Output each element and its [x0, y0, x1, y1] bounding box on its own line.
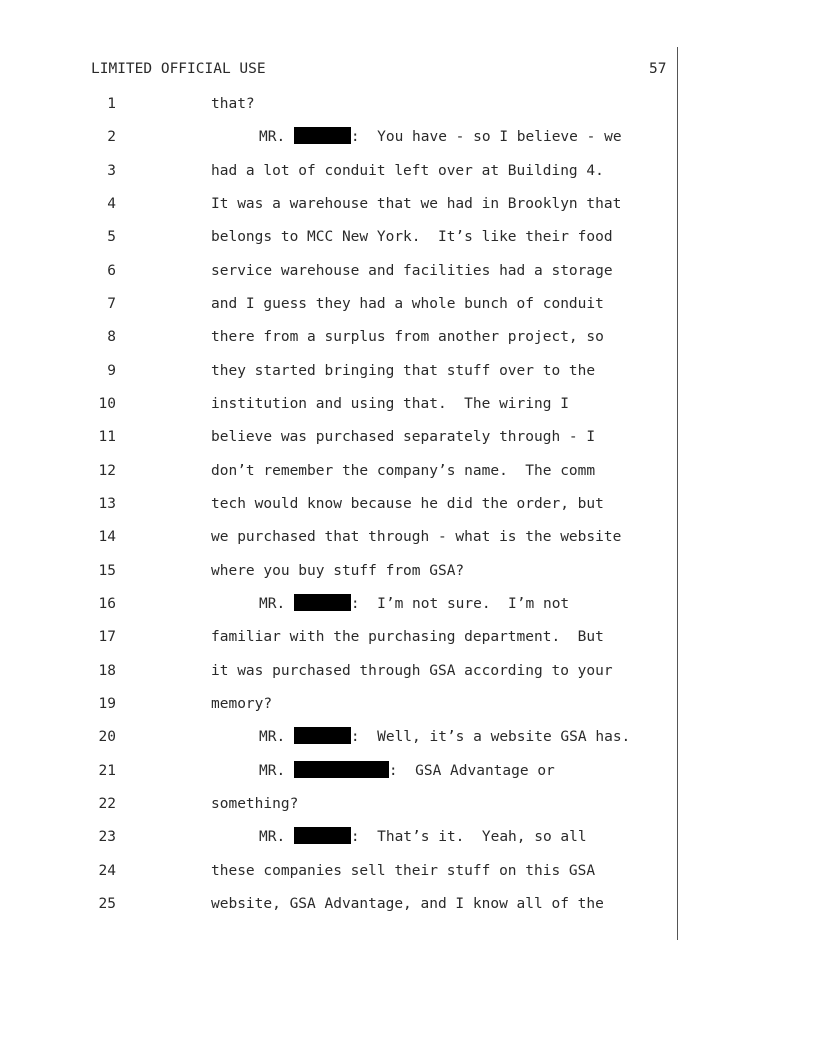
- transcript-line: [0, 525, 816, 549]
- speaker-title: MR.: [259, 763, 294, 779]
- transcript-line: [0, 225, 816, 249]
- speaker-line-text: [259, 725, 630, 749]
- line-number: 20: [98, 729, 116, 745]
- line-text: memory?: [211, 696, 273, 712]
- line-number: 12: [98, 463, 116, 479]
- line-number: 13: [98, 496, 116, 512]
- transcript-line: [0, 325, 816, 349]
- line-number: 8: [107, 329, 116, 345]
- transcript-line: [0, 692, 816, 716]
- transcript-line: [0, 725, 816, 749]
- line-text: where you buy stuff from GSA?: [211, 563, 465, 579]
- line-number: 22: [98, 796, 116, 812]
- transcript-line: [0, 92, 816, 116]
- transcript-line: [0, 192, 816, 216]
- line-number: 6: [107, 263, 116, 279]
- transcript-line: [0, 825, 816, 849]
- line-number: 4: [107, 196, 116, 212]
- speaker-line-text: [259, 125, 622, 149]
- line-text: these companies sell their stuff on this GSA: [211, 863, 596, 879]
- line-number: 19: [98, 696, 116, 712]
- transcript-line: [0, 592, 816, 616]
- redaction-box: [294, 727, 351, 744]
- line-number: 25: [98, 896, 116, 912]
- transcript-line: [0, 559, 816, 583]
- line-text: had a lot of conduit left over at Building 4.: [211, 163, 604, 179]
- line-text: we purchased that through - what is the website: [211, 529, 622, 545]
- speaker-line-text: [259, 825, 587, 849]
- page-number: 57: [649, 61, 667, 77]
- line-text: something?: [211, 796, 299, 812]
- speech-text: : GSA Advantage or: [388, 763, 555, 779]
- line-text: It was a warehouse that we had in Brooklyn that: [211, 196, 622, 212]
- speaker-line-text: [259, 592, 569, 616]
- line-number: 21: [98, 763, 116, 779]
- speaker-title: MR.: [259, 729, 294, 745]
- line-number: 1: [107, 96, 116, 112]
- line-number: 10: [98, 396, 116, 412]
- line-text: service warehouse and facilities had a storage: [211, 263, 613, 279]
- redaction-box: [294, 761, 389, 778]
- speaker-line-text: [259, 759, 555, 783]
- line-text: website, GSA Advantage, and I know all of the: [211, 896, 604, 912]
- line-text: belongs to MCC New York. It’s like their food: [211, 229, 613, 245]
- speech-text: : I’m not sure. I’m not: [350, 596, 570, 612]
- line-text: there from a surplus from another project, so: [211, 329, 604, 345]
- line-number: 3: [107, 163, 116, 179]
- transcript-line: [0, 425, 816, 449]
- line-text: don’t remember the company’s name. The comm: [211, 463, 596, 479]
- line-text: and I guess they had a whole bunch of conduit: [211, 296, 604, 312]
- transcript-line: [0, 759, 816, 783]
- line-text: institution and using that. The wiring I: [211, 396, 569, 412]
- redaction-box: [294, 127, 351, 144]
- speaker-title: MR.: [259, 829, 294, 845]
- line-text: tech would know because he did the order, but: [211, 496, 604, 512]
- line-text: it was purchased through GSA according to your: [211, 663, 613, 679]
- line-number: 5: [107, 229, 116, 245]
- line-number: 7: [107, 296, 116, 312]
- line-text: that?: [211, 96, 255, 112]
- line-number: 11: [98, 429, 116, 445]
- transcript-line: [0, 159, 816, 183]
- transcript-line: [0, 259, 816, 283]
- line-text: they started bringing that stuff over to the: [211, 363, 596, 379]
- line-number: 15: [98, 563, 116, 579]
- transcript-line: [0, 392, 816, 416]
- line-number: 18: [98, 663, 116, 679]
- transcript-line: [0, 292, 816, 316]
- line-number: 17: [98, 629, 116, 645]
- transcript-line: [0, 859, 816, 883]
- transcript-line: [0, 625, 816, 649]
- line-number: 14: [98, 529, 116, 545]
- transcript-line: [0, 459, 816, 483]
- transcript-line: [0, 492, 816, 516]
- speech-text: : That’s it. Yeah, so all: [350, 829, 587, 845]
- transcript-line: [0, 659, 816, 683]
- speech-text: : Well, it’s a website GSA has.: [350, 729, 631, 745]
- redaction-box: [294, 594, 351, 611]
- redaction-box: [294, 827, 351, 844]
- line-text: believe was purchased separately through - I: [211, 429, 596, 445]
- line-number: 23: [98, 829, 116, 845]
- line-number: 24: [98, 863, 116, 879]
- line-number: 9: [107, 363, 116, 379]
- transcript-line: [0, 792, 816, 816]
- speech-text: : You have - so I believe - we: [350, 129, 622, 145]
- transcript-line: [0, 359, 816, 383]
- classification-header: LIMITED OFFICIAL USE: [91, 61, 266, 77]
- transcript-line: [0, 892, 816, 916]
- transcript-line: [0, 125, 816, 149]
- line-text: familiar with the purchasing department. But: [211, 629, 604, 645]
- line-number: 16: [98, 596, 116, 612]
- speaker-title: MR.: [259, 596, 294, 612]
- speaker-title: MR.: [259, 129, 294, 145]
- line-number: 2: [107, 129, 116, 145]
